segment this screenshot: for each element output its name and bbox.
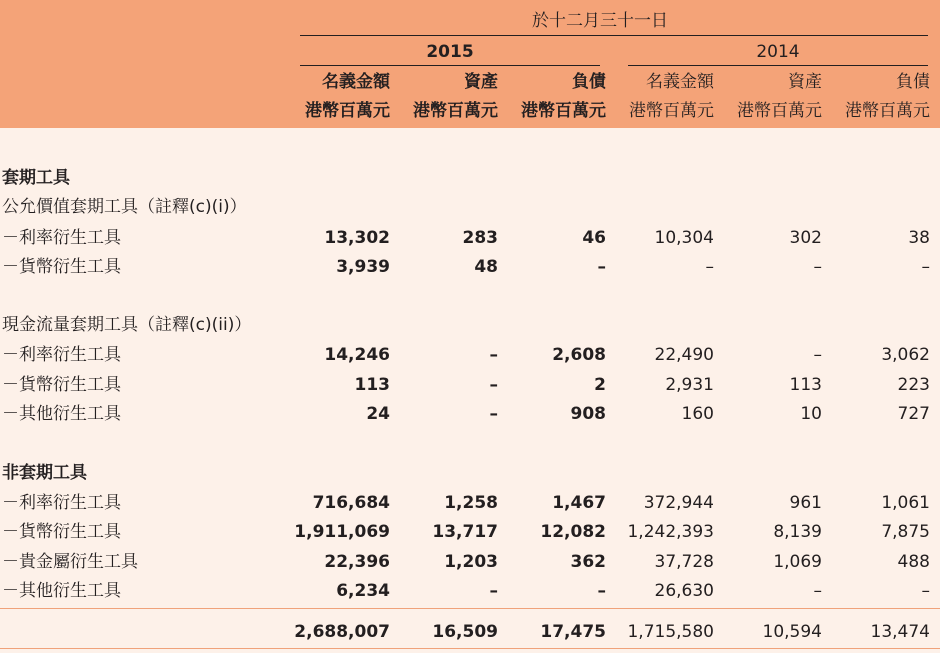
- table-cell: 6,234: [336, 581, 390, 601]
- table-cell: 3,062: [881, 345, 930, 365]
- year-2015-heading: 2015: [426, 42, 474, 62]
- section-title-non-hedging: 非套期工具: [2, 463, 87, 483]
- table-cell: 48: [474, 257, 498, 277]
- table-cell: 13,302: [324, 228, 390, 248]
- table-cell: 2: [594, 375, 606, 395]
- table-cell: 1,258: [444, 493, 498, 513]
- table-cell: 1,911,069: [294, 522, 390, 542]
- table-cell: 908: [570, 404, 606, 424]
- row-label: －貴金屬衍生工具: [2, 552, 138, 572]
- table-cell: –: [489, 581, 498, 601]
- table-cell: 727: [897, 404, 930, 424]
- table-cell: 961: [789, 493, 822, 513]
- row-label: －其他衍生工具: [2, 581, 121, 601]
- row-label: －其他衍生工具: [2, 404, 121, 424]
- row-label: －貨幣衍生工具: [2, 375, 121, 395]
- table-cell: –: [597, 581, 606, 601]
- subsection-cash-flow: 現金流量套期工具（註釋(c)(ii)）: [2, 315, 252, 335]
- table-cell: 160: [681, 404, 714, 424]
- year-2014-heading: 2014: [756, 42, 800, 62]
- table-cell: –: [921, 257, 930, 277]
- table-cell: 14,246: [324, 345, 390, 365]
- table-cell: 13,717: [432, 522, 498, 542]
- table-cell: –: [489, 375, 498, 395]
- table-cell: 22,490: [654, 345, 714, 365]
- total-cell: 16,509: [432, 622, 498, 642]
- table-cell: 113: [354, 375, 390, 395]
- table-cell: 362: [570, 552, 606, 572]
- year-2015-underline: [300, 65, 600, 66]
- table-cell: 302: [789, 228, 822, 248]
- table-cell: 223: [897, 375, 930, 395]
- subsection-fair-value: 公允價值套期工具（註釋(c)(i)）: [2, 197, 247, 217]
- table-cell: –: [921, 581, 930, 601]
- table-cell: 372,944: [643, 493, 714, 513]
- table-cell: 24: [366, 404, 390, 424]
- table-cell: 1,061: [881, 493, 930, 513]
- table-cell: 1,203: [444, 552, 498, 572]
- table-cell: –: [597, 257, 606, 277]
- table-cell: 716,684: [312, 493, 390, 513]
- period-underline: [300, 35, 928, 36]
- row-label: －利率衍生工具: [2, 345, 121, 365]
- table-cell: 488: [897, 552, 930, 572]
- table-cell: 8,139: [773, 522, 822, 542]
- table-cell: –: [489, 345, 498, 365]
- table-cell: 7,875: [881, 522, 930, 542]
- table-cell: 22,396: [324, 552, 390, 572]
- table-cell: 3,939: [336, 257, 390, 277]
- year-2014-underline: [628, 65, 928, 66]
- unit-assets-2014: 港幣百萬元: [737, 101, 822, 121]
- table-cell: –: [813, 345, 822, 365]
- table-cell: 1,069: [773, 552, 822, 572]
- row-label: －貨幣衍生工具: [2, 257, 121, 277]
- col-liabilities-2015: 負債: [572, 72, 606, 92]
- section-title-hedging: 套期工具: [2, 168, 70, 188]
- table-cell: 26,630: [654, 581, 714, 601]
- total-cell: 17,475: [540, 622, 606, 642]
- table-cell: 2,931: [665, 375, 714, 395]
- table-cell: 12,082: [540, 522, 606, 542]
- table-cell: 10,304: [654, 228, 714, 248]
- unit-notional-2015: 港幣百萬元: [305, 101, 390, 121]
- total-cell: 10,594: [762, 622, 822, 642]
- table-cell: 37,728: [654, 552, 714, 572]
- unit-liabilities-2015: 港幣百萬元: [521, 101, 606, 121]
- total-cell: 13,474: [870, 622, 930, 642]
- col-notional-2015: 名義金額: [322, 72, 390, 92]
- table-cell: –: [813, 257, 822, 277]
- col-notional-2014: 名義金額: [646, 72, 714, 92]
- table-cell: 2,608: [552, 345, 606, 365]
- total-cell: 2,688,007: [294, 622, 390, 642]
- table-cell: 10: [800, 404, 822, 424]
- total-rule-top: [0, 608, 940, 609]
- table-cell: 38: [908, 228, 930, 248]
- col-assets-2014: 資產: [788, 72, 822, 92]
- table-cell: 283: [462, 228, 498, 248]
- table-cell: –: [489, 404, 498, 424]
- row-label: －利率衍生工具: [2, 493, 121, 513]
- unit-assets-2015: 港幣百萬元: [413, 101, 498, 121]
- table-cell: 1,467: [552, 493, 606, 513]
- col-assets-2015: 資產: [464, 72, 498, 92]
- total-rule-bottom: [0, 648, 940, 649]
- unit-notional-2014: 港幣百萬元: [629, 101, 714, 121]
- row-label: －貨幣衍生工具: [2, 522, 121, 542]
- table-cell: 1,242,393: [627, 522, 714, 542]
- col-liabilities-2014: 負債: [896, 72, 930, 92]
- table-cell: –: [705, 257, 714, 277]
- table-cell: –: [813, 581, 822, 601]
- row-label: －利率衍生工具: [2, 228, 121, 248]
- table-cell: 46: [582, 228, 606, 248]
- period-heading: 於十二月三十一日: [532, 11, 668, 31]
- table-cell: 113: [789, 375, 822, 395]
- unit-liabilities-2014: 港幣百萬元: [845, 101, 930, 121]
- total-cell: 1,715,580: [627, 622, 714, 642]
